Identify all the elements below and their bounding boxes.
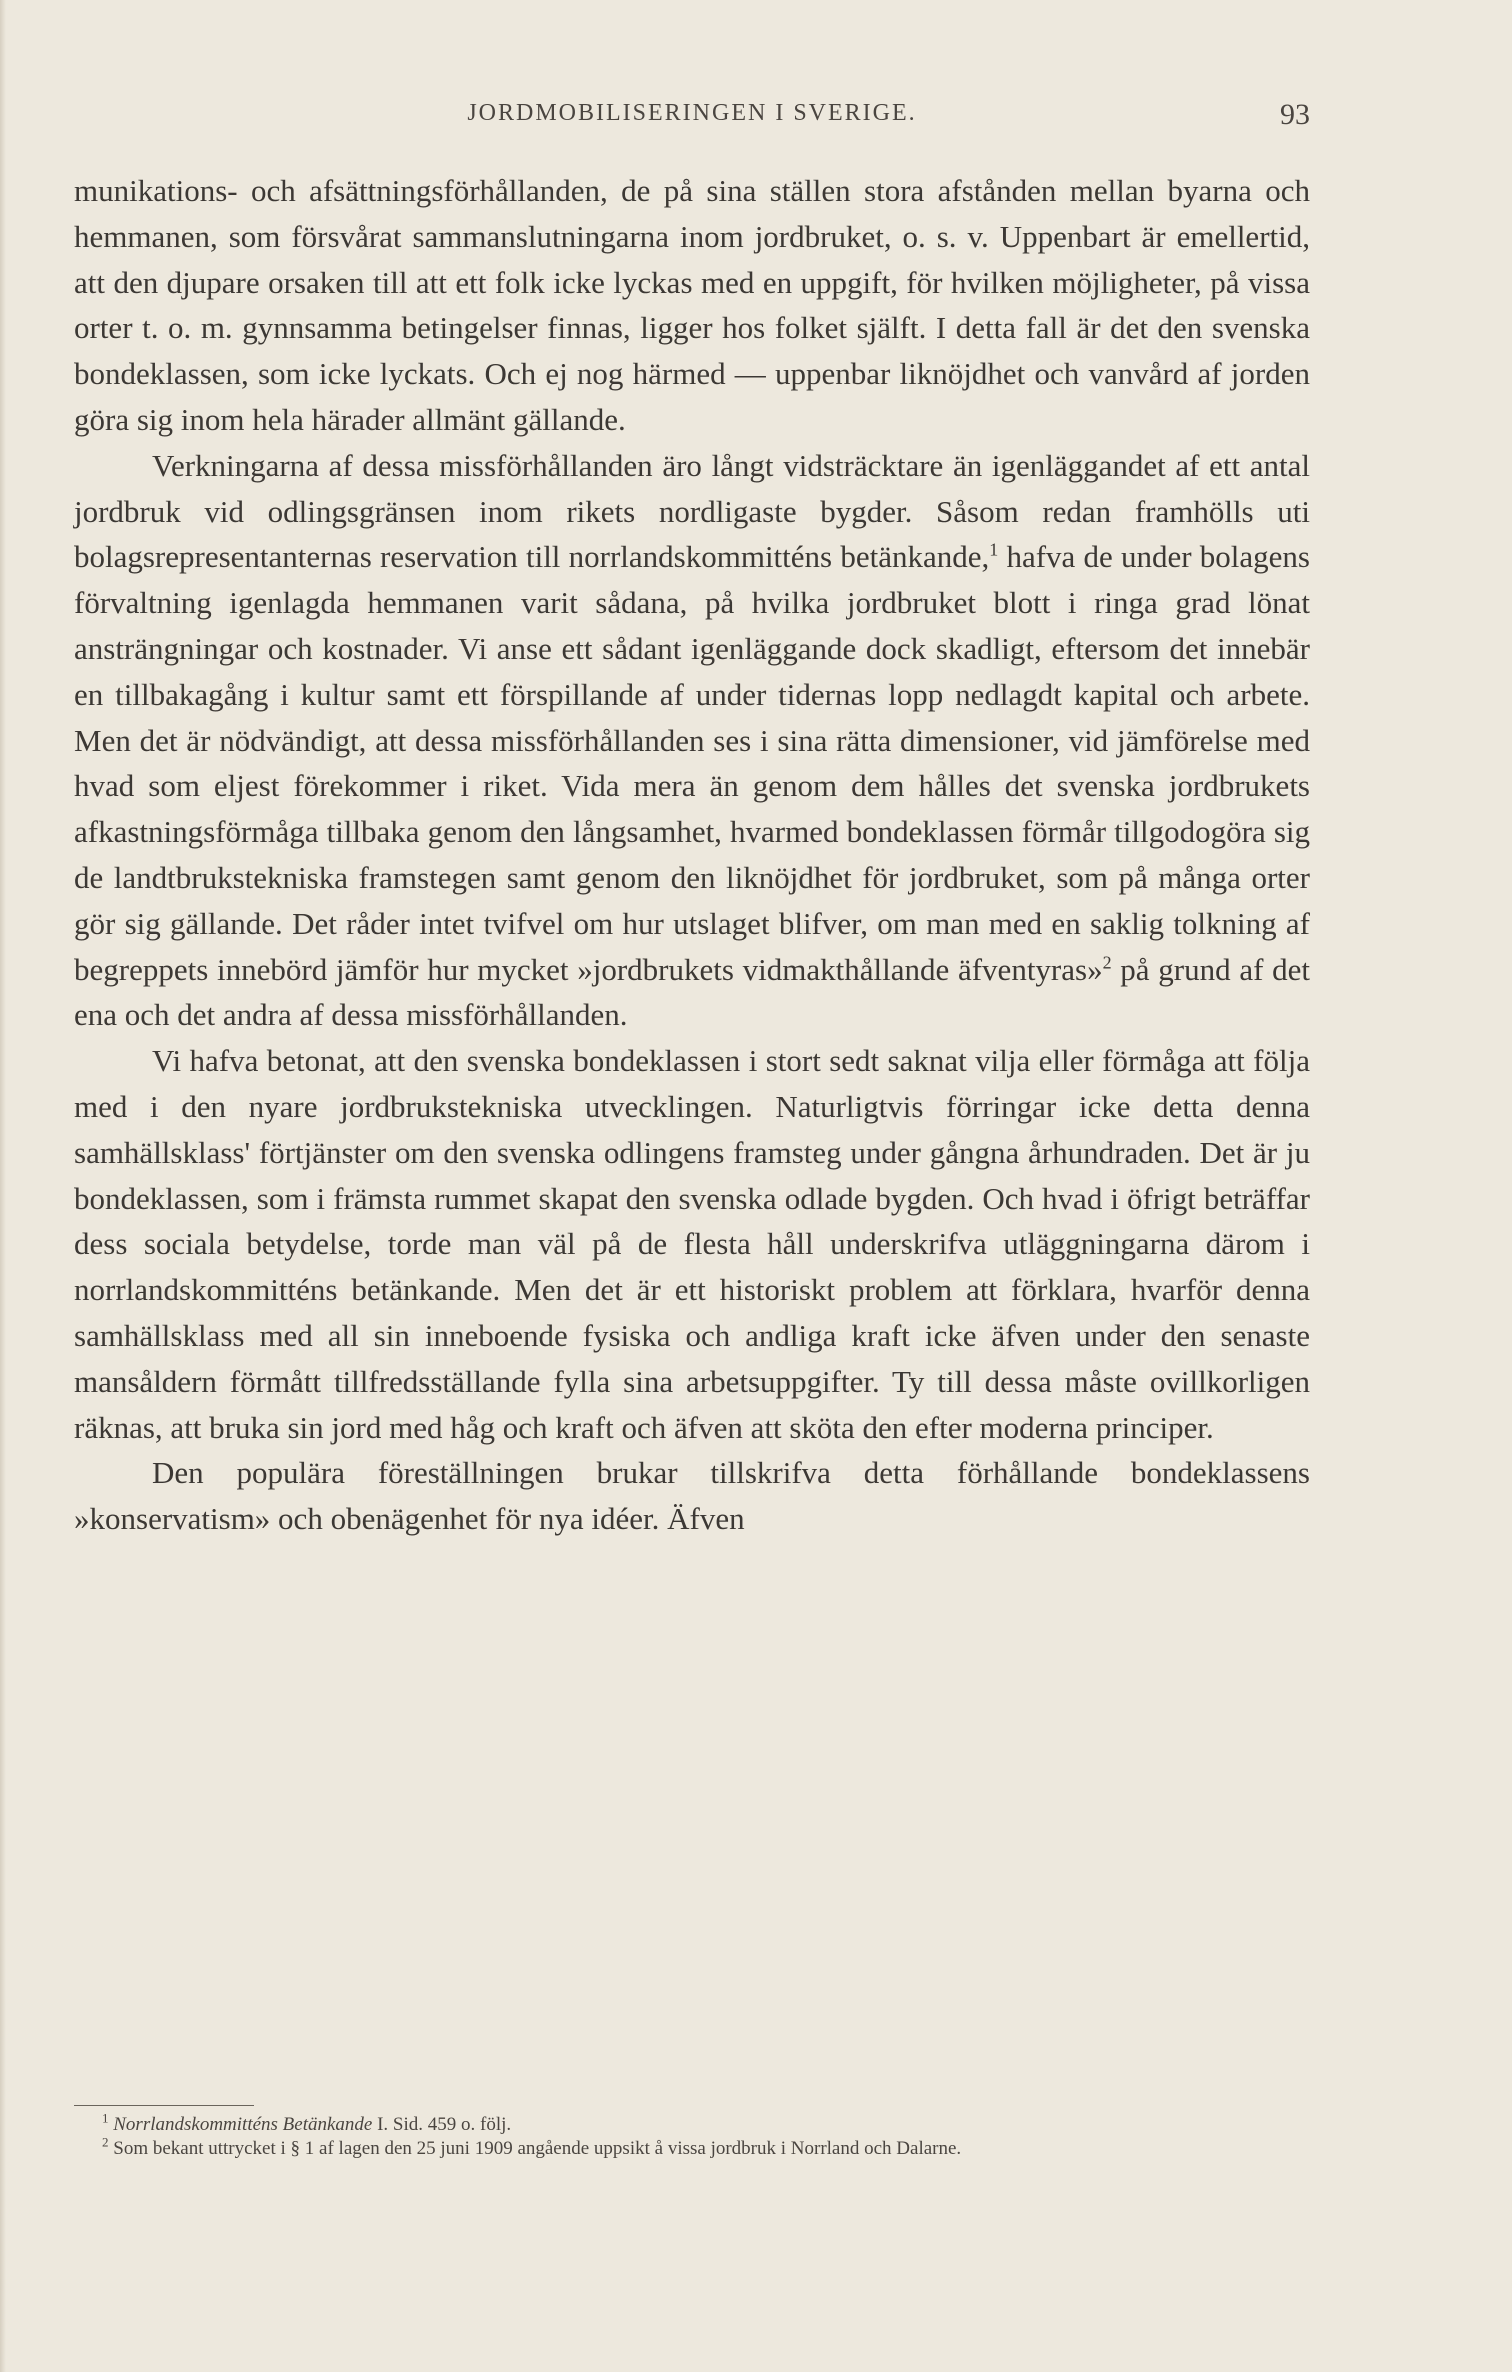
paragraph-4: [74, 1450, 1310, 1542]
footnote-divider: [74, 2105, 254, 2106]
paragraph-3: [74, 1038, 1310, 1450]
paragraph-1-text: munikations- och afsättningsförhållanden, de på sina ställen stora afstånden mellan byarna och hemmanen, som försvårat sammanslutningarna inom jordbruket, o. s. v. Uppenbart är emellertid, att den djupare orsaken till att ett folk icke lyckas med en uppgift, för hvilken möjligheter, på vissa orter t. o. m. gynnsamma betingelser finnas, ligger hos folket själft. I detta fall är det den svenska bondeklassen, som icke lyckats. Och ej nog härmed — uppenbar liknöjdhet och vanvård af jorden göra sig inom hela härader allmänt gällande.: [74, 173, 1310, 437]
footnotes: [74, 2110, 1310, 2161]
page-number: 93: [1280, 98, 1310, 131]
footnote-2: [74, 2134, 1310, 2161]
body-text: [74, 168, 1310, 1542]
footnote-1-marker: 1: [102, 2110, 109, 2126]
page-edge-shadow: [0, 0, 6, 2372]
footnote-1-title: Norrlandskommitténs Betänkande: [113, 2114, 373, 2135]
paragraph-2-text-start: Verkningarna af dessa missförhållanden äro långt vidsträcktare än igenläggandet af ett antal jordbruk vid odlingsgränsen inom rikets nordligaste bygder. Såsom redan framhölls uti bolagsrepresentanternas reservation till norrlandskommitténs betänkande,: [74, 447, 1310, 575]
paragraph-2-text-end: på grund af det ena och det andra af dessa missförhållanden.: [74, 951, 1310, 1033]
paragraph-1: [74, 168, 1310, 443]
footnote-2-marker: 2: [102, 2134, 109, 2150]
paragraph-4-text: Den populära föreställningen brukar tillskrifva detta förhållande bondeklassens »konservatism» och obenägenhet för nya idéer. Äfven: [74, 1455, 1310, 1537]
footnote-reference-2[interactable]: 2: [1102, 952, 1112, 973]
paragraph-2: [74, 443, 1310, 1038]
paragraph-2-text-middle: hafva de under bolagens förvaltning igenlagda hemmanen varit sådana, på hvilka jordbruket blott i ringa grad lönat ansträngningar och kostnader. Vi anse ett sådant igenläggande dock skadligt, eftersom det innebär en tillbakagång i kultur samt ett förspillande af under tidernas lopp nedlagdt kapital och arbete. Men det är nödvändigt, att dessa missförhållanden ses i sina rätta dimensioner, vid jämförelse med hvad som eljest förekommer i riket. Vida mera än genom dem hålles det svenska jordbrukets afkastningsförmåga tillbaka genom den långsamhet, hvarmed bondeklassen förmår tillgodogöra sig de landtbrukstekniska framstegen samt genom den liknöjdhet för jordbruket, som på många orter gör sig gällande. Det råder intet tvifvel om hur utslaget blifver, om man med en saklig tolkning af begreppets innebörd jämför hur mycket »jordbrukets vidmakthållande äfventyras»: [74, 539, 1310, 987]
running-title: JORDMOBILISERINGEN I SVERIGE.: [467, 100, 917, 126]
footnote-reference-1[interactable]: 1: [989, 540, 999, 561]
footnote-2-text: Som bekant uttrycket i § 1 af lagen den 25 juni 1909 angående uppsikt å vissa jordbruk i Norrland och Dalarne.: [113, 2138, 962, 2159]
footnote-1: [74, 2110, 1310, 2137]
footnote-1-text: I. Sid. 459 o. följ.: [372, 2114, 512, 2135]
running-head: [74, 100, 1310, 140]
paragraph-3-text: Vi hafva betonat, att den svenska bondeklassen i stort sedt saknat vilja eller förmåga att följa med i den nyare jordbrukstekniska utvecklingen. Naturligtvis förringar icke detta denna samhällsklass' förtjänster om den svenska odlingens framsteg under gångna århundraden. Det är ju bondeklassen, som i främsta rummet skapat den svenska odlade bygden. Och hvad i öfrigt beträffar dess sociala betydelse, torde man väl på de flesta håll underskrifva utläggningarna därom i norrlandskommitténs betänkande. Men det är ett historiskt problem att förklara, hvarför denna samhällsklass med all sin inneboende fysiska och andliga kraft icke äfven under den senaste mansåldern förmått tillfredsställande fylla sina arbetsuppgifter. Ty till dessa måste ovillkorligen räknas, att bruka sin jord med håg och kraft och äfven att sköta den efter moderna principer.: [74, 1043, 1310, 1445]
